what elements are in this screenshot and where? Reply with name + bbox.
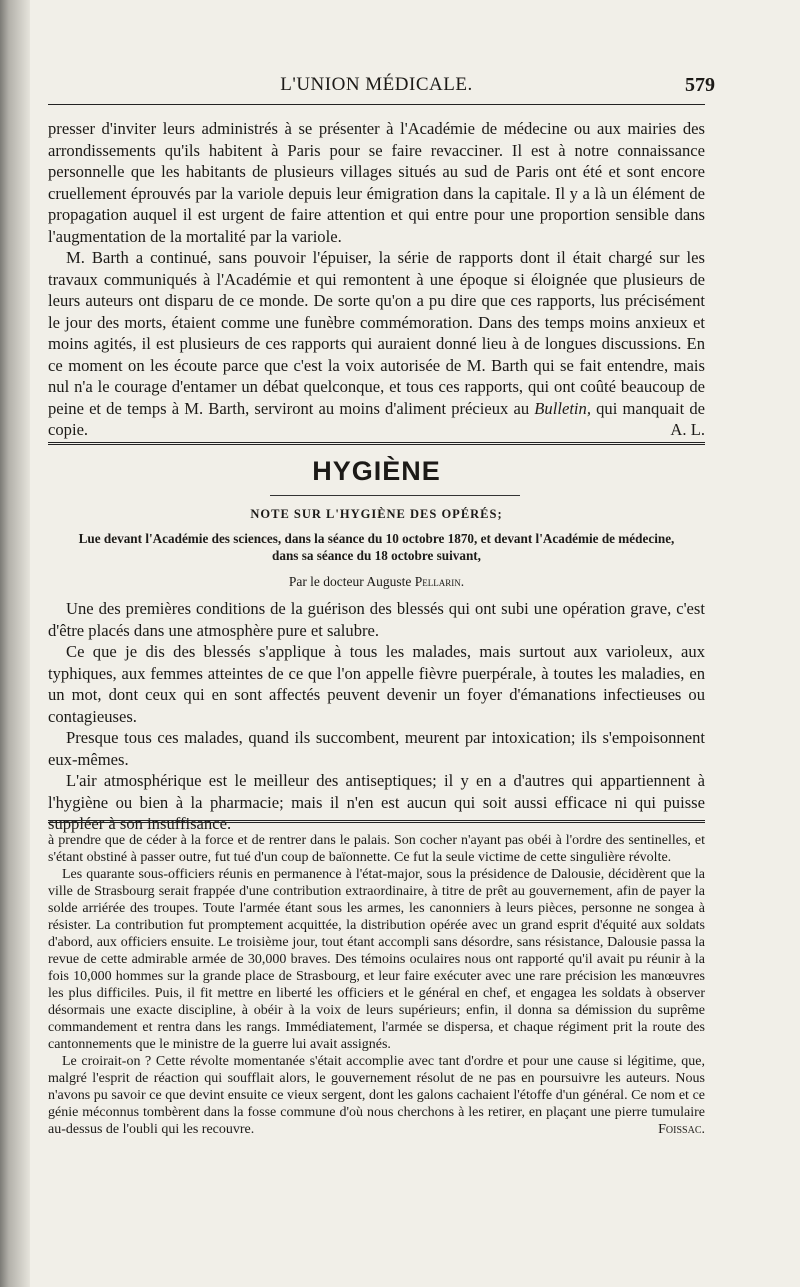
title-underline bbox=[270, 495, 520, 496]
note-title: NOTE SUR L'HYGIÈNE DES OPÉRÉS; bbox=[250, 507, 503, 521]
section-divider bbox=[48, 442, 705, 445]
page-number: 579 bbox=[685, 74, 715, 96]
running-title: L'UNION MÉDICALE. bbox=[280, 74, 473, 95]
top-article-continuation bbox=[48, 118, 705, 441]
page-binding-shadow bbox=[0, 0, 30, 1287]
note-read-info bbox=[48, 530, 705, 564]
paragraph: Une des premières conditions de la guérison des blessés qui ont subi une opération grave, c'est d'être placés dans une atmosphère pure et salubre. bbox=[48, 599, 705, 640]
italic-word: Bulletin, bbox=[534, 398, 591, 418]
paragraph: à prendre que de céder à la force et de rentrer dans le palais. Son cocher n'ayant pas obéi à l'ordre des sentinelles, et s'étant obstiné à passer outre, fut tué d'un coup de baïonnette. Ce fut la seule victime de cette singulière révolte. bbox=[48, 833, 705, 865]
note-author bbox=[48, 574, 705, 590]
feuilleton-divider bbox=[48, 820, 705, 823]
closing-text: qui manquait de copie. bbox=[48, 398, 706, 439]
section-title: HYGIÈNE bbox=[312, 456, 441, 486]
header-rule bbox=[48, 104, 705, 105]
feuilleton-section bbox=[48, 832, 705, 1138]
read-line: Lue devant l'Académie des sciences, dans la séance du 10 octobre 1870, et devant l'Académie de médecine, bbox=[78, 531, 675, 546]
signature: Foissac. bbox=[658, 1122, 705, 1137]
page-header bbox=[48, 72, 715, 102]
paragraph: L'air atmosphérique est le meilleur des antiseptiques; il y en a d'autres qui appartiennent à l'hygiène ou bien à la pharmacie; mais il n'en est aucun qui soit aussi efficace ni qui puisse suppléer à son insuffisance. bbox=[48, 771, 705, 833]
author-name: Pellarin. bbox=[414, 574, 465, 589]
paragraph: Presque tous ces malades, quand ils succombent, meurent par intoxication; ils s'empoisonnent eux-mêmes. bbox=[48, 728, 705, 769]
paragraph: presser d'inviter leurs administrés à se présenter à l'Académie de médecine ou aux mairies des arrondissements qu'ils habitent à Paris pour se faire revacciner. Il est à notre connaissance personnelle que les habitants de plusieurs villages situés au sud de Paris ont été et sont encore cruellement éprouvés par la variole depuis leur émigration dans la capitale. Il y a là un élément de propagation auquel il est urgent de faire attention et qui entre pour une proportion sensible dans l'augmentation de la mortalité par la variole. bbox=[48, 119, 705, 246]
signature: A. L. bbox=[670, 420, 705, 439]
read-line: dans sa séance du 18 octobre suivant, bbox=[272, 548, 481, 563]
paragraph bbox=[48, 1053, 705, 1138]
paragraph: Ce que je dis des blessés s'applique à tous les malades, mais surtout aux varioleux, aux typhiques, aux femmes atteintes de ce que l'on appelle fièvre puerpérale, à toutes les maladies, en un mot, dont ceux qui en sont affectés peuvent devenir un foyer d'émanations infectieuses ou contagieuses. bbox=[48, 642, 705, 726]
paragraph bbox=[48, 247, 705, 441]
author-prefix: Par le docteur Auguste bbox=[288, 574, 415, 589]
paragraph: Les quarante sous-officiers réunis en permanence à l'état-major, sous la présidence de Dalousie, décidèrent que la ville de Strasbourg serait frappée d'une contribution extraordinaire, à titre de prêt au gouvernement, afin de payer la solde arriérée des troupes. Toute l'armée étant sous les armes, les canonniers à leurs pièces, personne ne songea à résister. La contribution fut promptement acquittée, la distribution opérée avec un grand esprit d'équité aux soldats d'abord, aux officiers ensuite. Le troisième jour, tout étant accompli sans désordre, sans résistance, Dalousie passa la revue de cette admirable armée de 30,000 braves. Des témoins oculaires nous ont rapporté qu'il avait pu réunir à la fois 10,000 hommes sur la grande place de Strasbourg, et leur faire exécuter avec une rare précision les manœuvres les plus difficiles. Puis, il fit mettre en liberté les officiers et le général en chef, et engagea les soldats à observer désormais une exacte discipline, à obéir à la voix de leurs supérieurs; enfin, il donna sa démission du suprême commandement et rentra dans les rangs. Immédiatement, l'armée se dispersa, et chaque régiment prit la route des cantonnements que le ministre de la guerre lui avait assignés. bbox=[48, 867, 705, 1052]
paragraph-text: M. Barth a continué, sans pouvoir l'épuiser, la série de rapports dont il était chargé sur les travaux communiqués à l'Académie et qui remontent à une époque si éloignée que plusieurs de leurs auteurs ont disparu de ce monde. De sorte qu'on a pu dire que ces rapports, lus précisément le jour des morts, étaient comme une funèbre commémoration. Dans des temps moins anxieux et moins agités, il est plusieurs de ces rapports qui auraient donné lieu à de longues discussions. En ce moment on les écoute parce que c'est la voix autorisée de M. Barth qui se fait entendre, mais nul n'a le courage d'entamer un débat quelconque, et tous ces rapports, qui ont coûté beaucoup de peine et de temps à M. Barth, serviront au moins d'aliment précieux au bbox=[48, 248, 705, 418]
paragraph-text: Le croirait-on ? Cette révolte momentanée s'était accomplie avec tant d'ordre et pour une cause si légitime, que, malgré l'esprit de réaction qui soufflait alors, le gouvernement résolut de ne pas en poursuivre les auteurs. Nous n'avons pu savoir ce que devint ensuite ce vieux sergent, dont les galons cachaient l'étoffe d'un général. Ce nom et ce génie méconnus tombèrent dans la fosse commune d'où nous cherchons à les retirer, en plaçant une pierre tumulaire au-dessus de l'oubli qui les recouvre. bbox=[48, 1054, 705, 1137]
hygiene-article bbox=[48, 598, 705, 835]
